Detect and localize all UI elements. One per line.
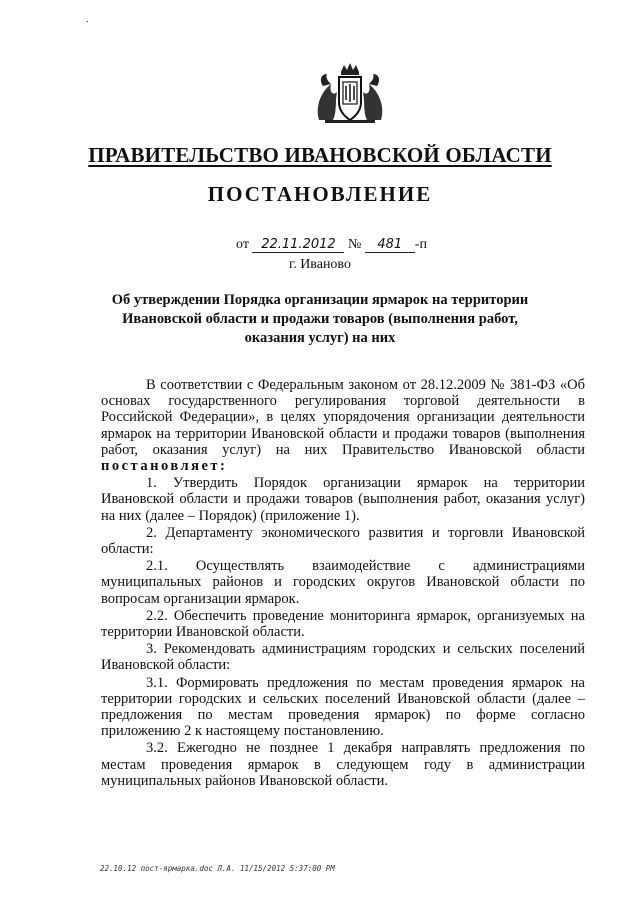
coat-of-arms-icon [313,62,387,126]
body-paragraph: 2.1. Осуществлять взаимодействие с администрациями муниципальных районов и городских округов Ивановской области по вопросам организации ярмарок. [101,558,585,607]
date-value: 22.11.2012 [252,238,344,253]
margin-mark: ⸱ [86,17,89,28]
file-footer: 22.10.12 пост-ярмарка.doc Л.А. 11/15/2012 5:37:00 PM [100,864,335,873]
date-prefix: от [236,237,249,252]
body-paragraph: 3.1. Формировать предложения по местам проведения ярмарок на территории городских и сельских поселений Ивановской области (далее – предложения по местам проведения ярмарок) по форме согласно приложению 2 к настоящему постановлению. [101,674,585,740]
number-prefix: № [347,237,362,252]
date-number-line [236,237,427,253]
document-body [101,377,585,790]
body-paragraph: 2.2. Обеспечить проведение мониторинга ярмарок, организуемых на территории Ивановской области. [101,607,585,641]
preamble-paragraph: В соответствии с Федеральным законом от 28.12.2009 № 381-ФЗ «Об основах государственного регулирования торговой деятельности в Российской Федерации», в целях упорядочения организации деятельности ярмарок на территории Ивановской области и продажи товаров (выполнения работ, оказания услуг) на них Правительство Ивановской области постановляет: [101,377,585,475]
body-paragraph: 3.2. Ежегодно не позднее 1 декабря направлять предложения по местам проведения ярмарок в следующем году в администрации муниципальных районов Ивановской области. [101,740,585,789]
body-paragraph: 1. Утвердить Порядок организации ярмарок на территории Ивановской области и продажи товаров (выполнения работ, оказания услуг) на них (далее – Порядок) (приложение 1). [101,475,585,524]
city: г. Иваново [289,257,351,272]
document-subject: Об утверждении Порядка организации ярмарок на территории Ивановской области и продажи товаров (выполнения работ, оказания услуг) на них [111,292,529,346]
organization-name: ПРАВИТЕЛЬСТВО ИВАНОВСКОЙ ОБЛАСТИ [88,143,552,167]
resolves-word: постановляет: [101,458,228,475]
body-paragraph: 3. Рекомендовать администрациям городских и сельских поселений Ивановской области: [101,641,585,674]
body-paragraph: 2. Департаменту экономического развития и торговли Ивановской области: [101,524,585,558]
number-suffix: -п [414,237,427,252]
document-type: ПОСТАНОВЛЕНИЕ [207,182,433,206]
number-value: 481 [365,238,415,253]
